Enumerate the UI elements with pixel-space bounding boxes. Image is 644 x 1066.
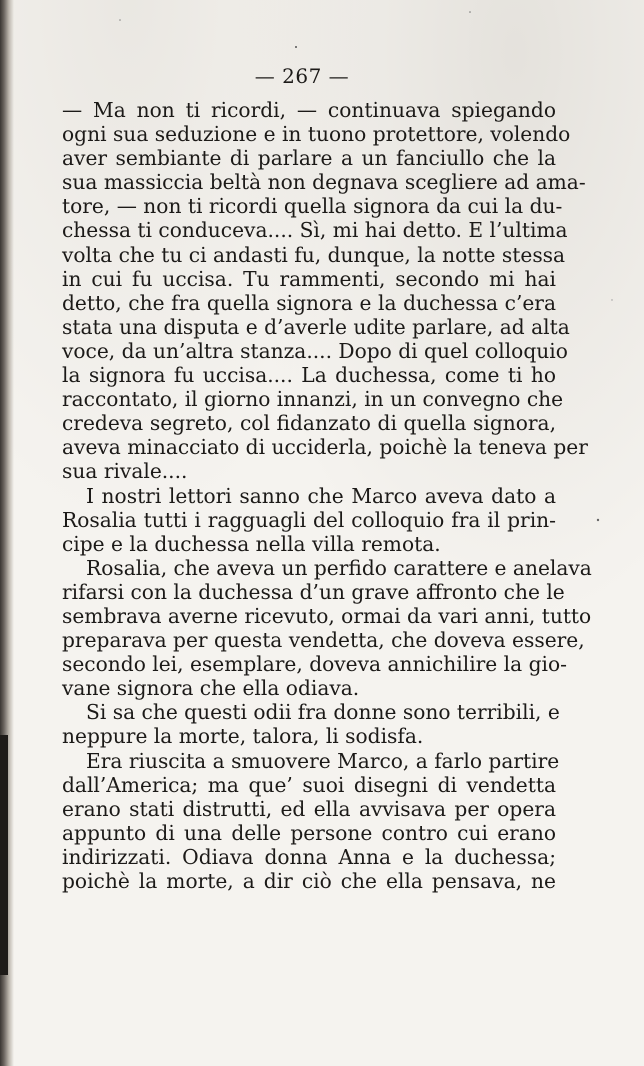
text-line: Si sa che questi odii fra donne sono terribili, e xyxy=(86,700,560,725)
text-line: in cui fu uccisa. Tu rammenti, secondo mi hai xyxy=(62,266,556,291)
text-line: I nostri lettori sanno che Marco aveva dato a xyxy=(86,483,556,508)
text-line: raccontato, il giorno innanzi, in un convegno che xyxy=(62,387,564,412)
text-line: sua massiccia beltà non degnava scegliere ad ama- xyxy=(62,170,586,195)
text-line: — Ma non ti ricordi, — continuava spiegando xyxy=(62,98,556,122)
body-text xyxy=(62,98,592,893)
text-line: appunto di una delle persone contro cui erano xyxy=(62,820,556,845)
text-line: secondo lei, esemplare, doveva annichilire la gio- xyxy=(62,652,567,677)
text-line: aver sembiante di parlare a un fanciullo che la xyxy=(62,146,556,171)
text-line: cipe e la duchessa nella villa remota. xyxy=(62,531,441,556)
text-line: preparava per questa vendetta, che doveva essere, xyxy=(62,628,585,653)
text-line: Rosalia tutti i ragguagli del colloquio fra il prin- xyxy=(62,507,556,532)
text-line: vane signora che ella odiava. xyxy=(62,676,360,701)
binding-shadow xyxy=(0,735,8,975)
text-line: neppure la morte, talora, li sodisfa. xyxy=(62,724,424,749)
text-line: sua rivale.... xyxy=(62,459,188,484)
text-line: tore, — non ti ricordi quella signora da cui la du- xyxy=(62,194,563,219)
text-line: stata una disputa e d’averle udite parlare, ad alta xyxy=(62,314,570,339)
text-line: ogni sua seduzione e in tuono protettore, volendo xyxy=(62,122,571,147)
text-line: voce, da un’altra stanza.... Dopo di quel colloquio xyxy=(62,338,568,363)
text-line: chessa ti conduceva.... Sì, mi hai detto. E l’ultima xyxy=(62,218,568,243)
text-line: credeva segreto, col fidanzato di quella signora, xyxy=(62,411,556,436)
text-line: volta che tu ci andasti fu, dunque, la notte stessa xyxy=(62,242,566,267)
text-line: Rosalia, che aveva un perfido carattere e anelava xyxy=(86,555,592,580)
text-line: poichè la morte, a dir ciò che ella pensava, ne xyxy=(62,869,556,893)
text-line: dall’America; ma que’ suoi disegni di vendetta xyxy=(62,772,556,797)
text-line: indirizzati. Odiava donna Anna e la duchessa; xyxy=(62,844,556,869)
text-line: detto, che fra quella signora e la duchessa c’era xyxy=(62,290,556,315)
page-number: — 267 — xyxy=(254,64,350,88)
text-line: la signora fu uccisa.... La duchessa, come ti ho xyxy=(62,363,556,388)
text-line: rifarsi con la duchessa d’un grave affronto che le xyxy=(62,579,565,604)
text-line: sembrava averne ricevuto, ormai da vari anni, tutto xyxy=(62,603,592,628)
text-line: aveva minacciato di ucciderla, poichè la teneva per xyxy=(62,435,588,460)
text-line: Era riuscita a smuovere Marco, a farlo partire xyxy=(86,748,560,773)
text-line: erano stati distrutti, ed ella avvisava per opera xyxy=(62,796,556,821)
